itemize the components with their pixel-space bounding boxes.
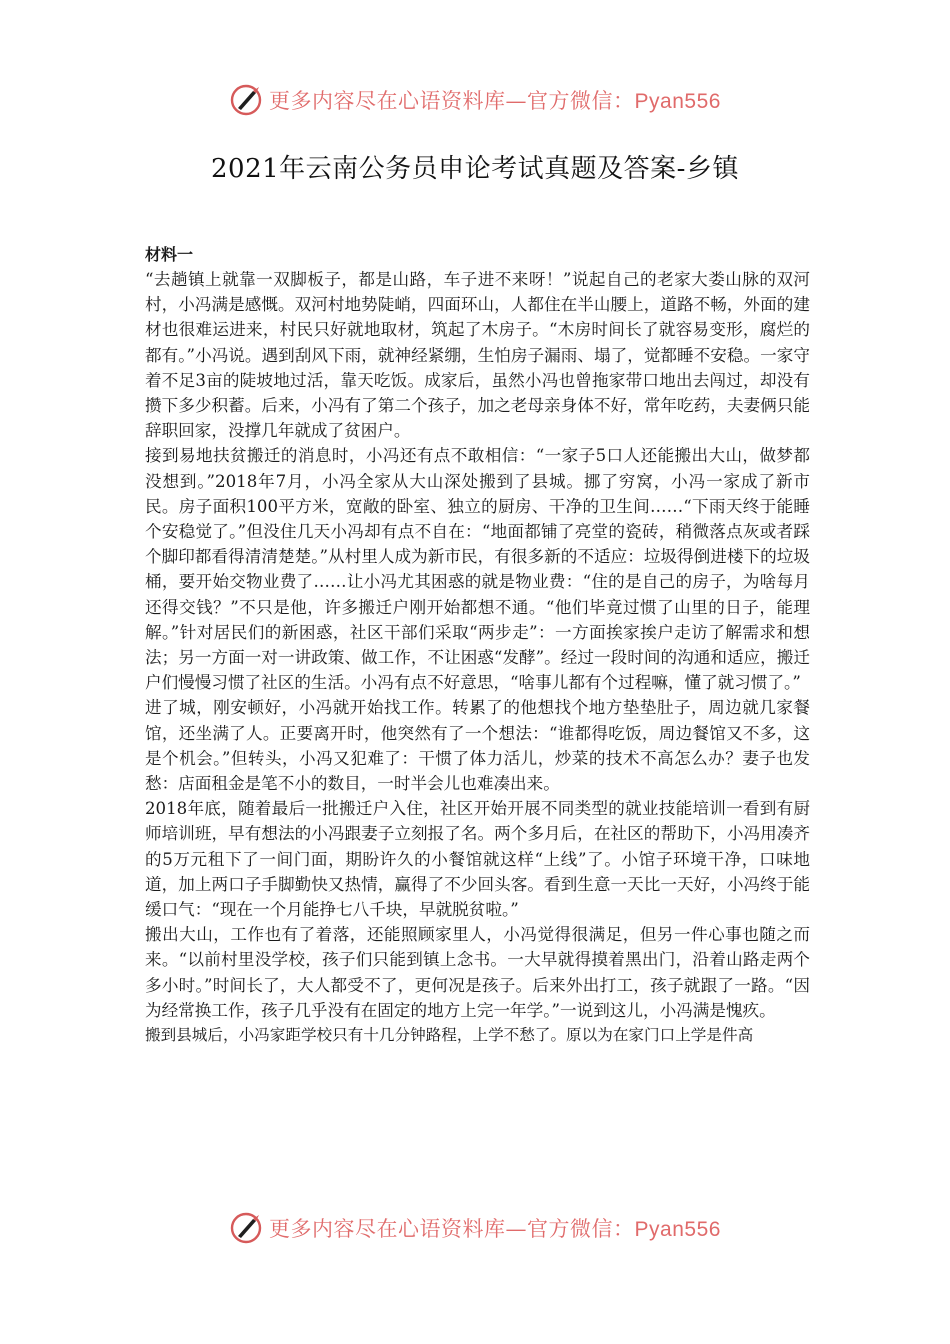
document-title: 2021年云南公务员申论考试真题及答案-乡镇	[211, 154, 739, 184]
paragraph: 接到易地扶贫搬迁的消息时，小冯还有点不敢相信：“一家子5口人还能搬出大山，做梦都没想到。”2018年7月，小冯全家从大山深处搬到了县城。挪了穷窝，小冯一家成了新市民。房子面积100平方米，宽敞的卧室、独立的厨房、干净的卫生间……“下雨天终于能睡个安稳觉了。”但没住几天小冯却有点不自在：“地面都铺了亮堂的瓷砖，稍微落点灰或者踩个脚印都看得清清楚楚。”从村里人成为新市民，有很多新的不适应：垃圾得倒进楼下的垃圾桶，要开始交物业费了……让小冯尤其困惑的就是物业费：“住的是自己的房子，为啥每月还得交钱？”不只是他，许多搬迁户刚开始都想不通。“他们毕竟过惯了山里的日子，能理解。”针对居民们的新困惑，社区干部们采取“两步走”：一方面挨家挨户走访了解需求和想法；另一方面一对一讲政策、做工作，不让困惑“发酵”。经过一段时间的沟通和适应，搬迁户们慢慢习惯了社区的生活。小冯有点不好意思，“啥事儿都有个过程嘛，懂了就习惯了。”	[145, 446, 810, 693]
paragraph: 进了城，刚安顿好，小冯就开始找工作。转累了的他想找个地方垫垫肚子，周边就几家餐馆，还坐满了人。正要离开时，他突然有了一个想法：“谁都得吃饭，周边餐馆又不多，这是个机会。”但转头，小冯又犯难了：干惯了体力活儿，炒菜的技术不高怎么办？妻子也发愁：店面租金是笔不小的数目，一时半会儿也难凑出来。	[145, 698, 810, 794]
watermark-id: Pyan556	[634, 1218, 721, 1241]
watermark-suffix: 官方微信：	[527, 1217, 635, 1241]
watermark-suffix: 官方微信：	[527, 89, 635, 113]
watermark-footer	[0, 1208, 950, 1248]
paragraph: 2018年底，随着最后一批搬迁户入住，社区开始开展不同类型的就业技能培训一看到有厨师培训班，早有想法的小冯跟妻子立刻报了名。两个多月后，在社区的帮助下，小冯用凑齐的5万元租下了一间门面，期盼许久的小餐馆就这样“上线”了。小馆子环境干净，口味地道，加上两口子手脚勤快又热情，赢得了不少回头客。看到生意一天比一天好，小冯终于能缓口气：“现在一个月能挣七八千块，早就脱贫啦。”	[145, 799, 810, 920]
paragraph: “去趟镇上就靠一双脚板子，都是山路，车子进不来呀！”说起自己的老家大娄山脉的双河村，小冯满是感慨。双河村地势陡峭，四面环山，人都住在半山腰上，道路不畅，外面的建材也很难运进来，村民只好就地取材，筑起了木房子。“木房时间长了就容易变形，腐烂的都有。”小冯说。遇到刮风下雨，就神经紧绷，生怕房子漏雨、塌了，觉都睡不安稳。一家守着不足3亩的陡坡地过活，靠天吃饭。成家后，虽然小冯也曾拖家带口地出去闯过，却没有攒下多少积蓄。后来，小冯有了第二个孩子，加之老母亲身体不好，常年吃药，夫妻俩只能辞职回家，没撑几年就成了贫困户。	[145, 270, 810, 441]
watermark-id: Pyan556	[634, 90, 721, 113]
document-body	[145, 242, 810, 1048]
quill-logo-icon	[229, 1211, 263, 1245]
watermark-header	[0, 80, 950, 120]
watermark-separator: —	[505, 1217, 528, 1241]
watermark-text	[269, 1213, 721, 1243]
watermark-prefix: 更多内容尽在心语资料库	[269, 89, 506, 113]
watermark-prefix: 更多内容尽在心语资料库	[269, 1217, 506, 1241]
paragraph: 搬出大山，工作也有了着落，还能照顾家里人，小冯觉得很满足，但另一件心事也随之而来。“以前村里没学校，孩子们只能到镇上念书。一大早就得摸着黑出门，沿着山路走两个多小时。”时间长了，大人都受不了，更何况是孩子。后来外出打工，孩子就跟了一路。“因为经常换工作，孩子几乎没有在固定的地方上完一年学。”一说到这儿，小冯满是愧疚。	[145, 925, 810, 1020]
watermark-text	[269, 85, 721, 115]
section-heading: 材料一	[145, 245, 194, 264]
paragraph-last-line: 搬到县城后，小冯家距学校只有十几分钟路程，上学不愁了。原以为在家门口上学是件高	[145, 1026, 754, 1045]
watermark-separator: —	[505, 89, 528, 113]
quill-logo-icon	[229, 83, 263, 117]
